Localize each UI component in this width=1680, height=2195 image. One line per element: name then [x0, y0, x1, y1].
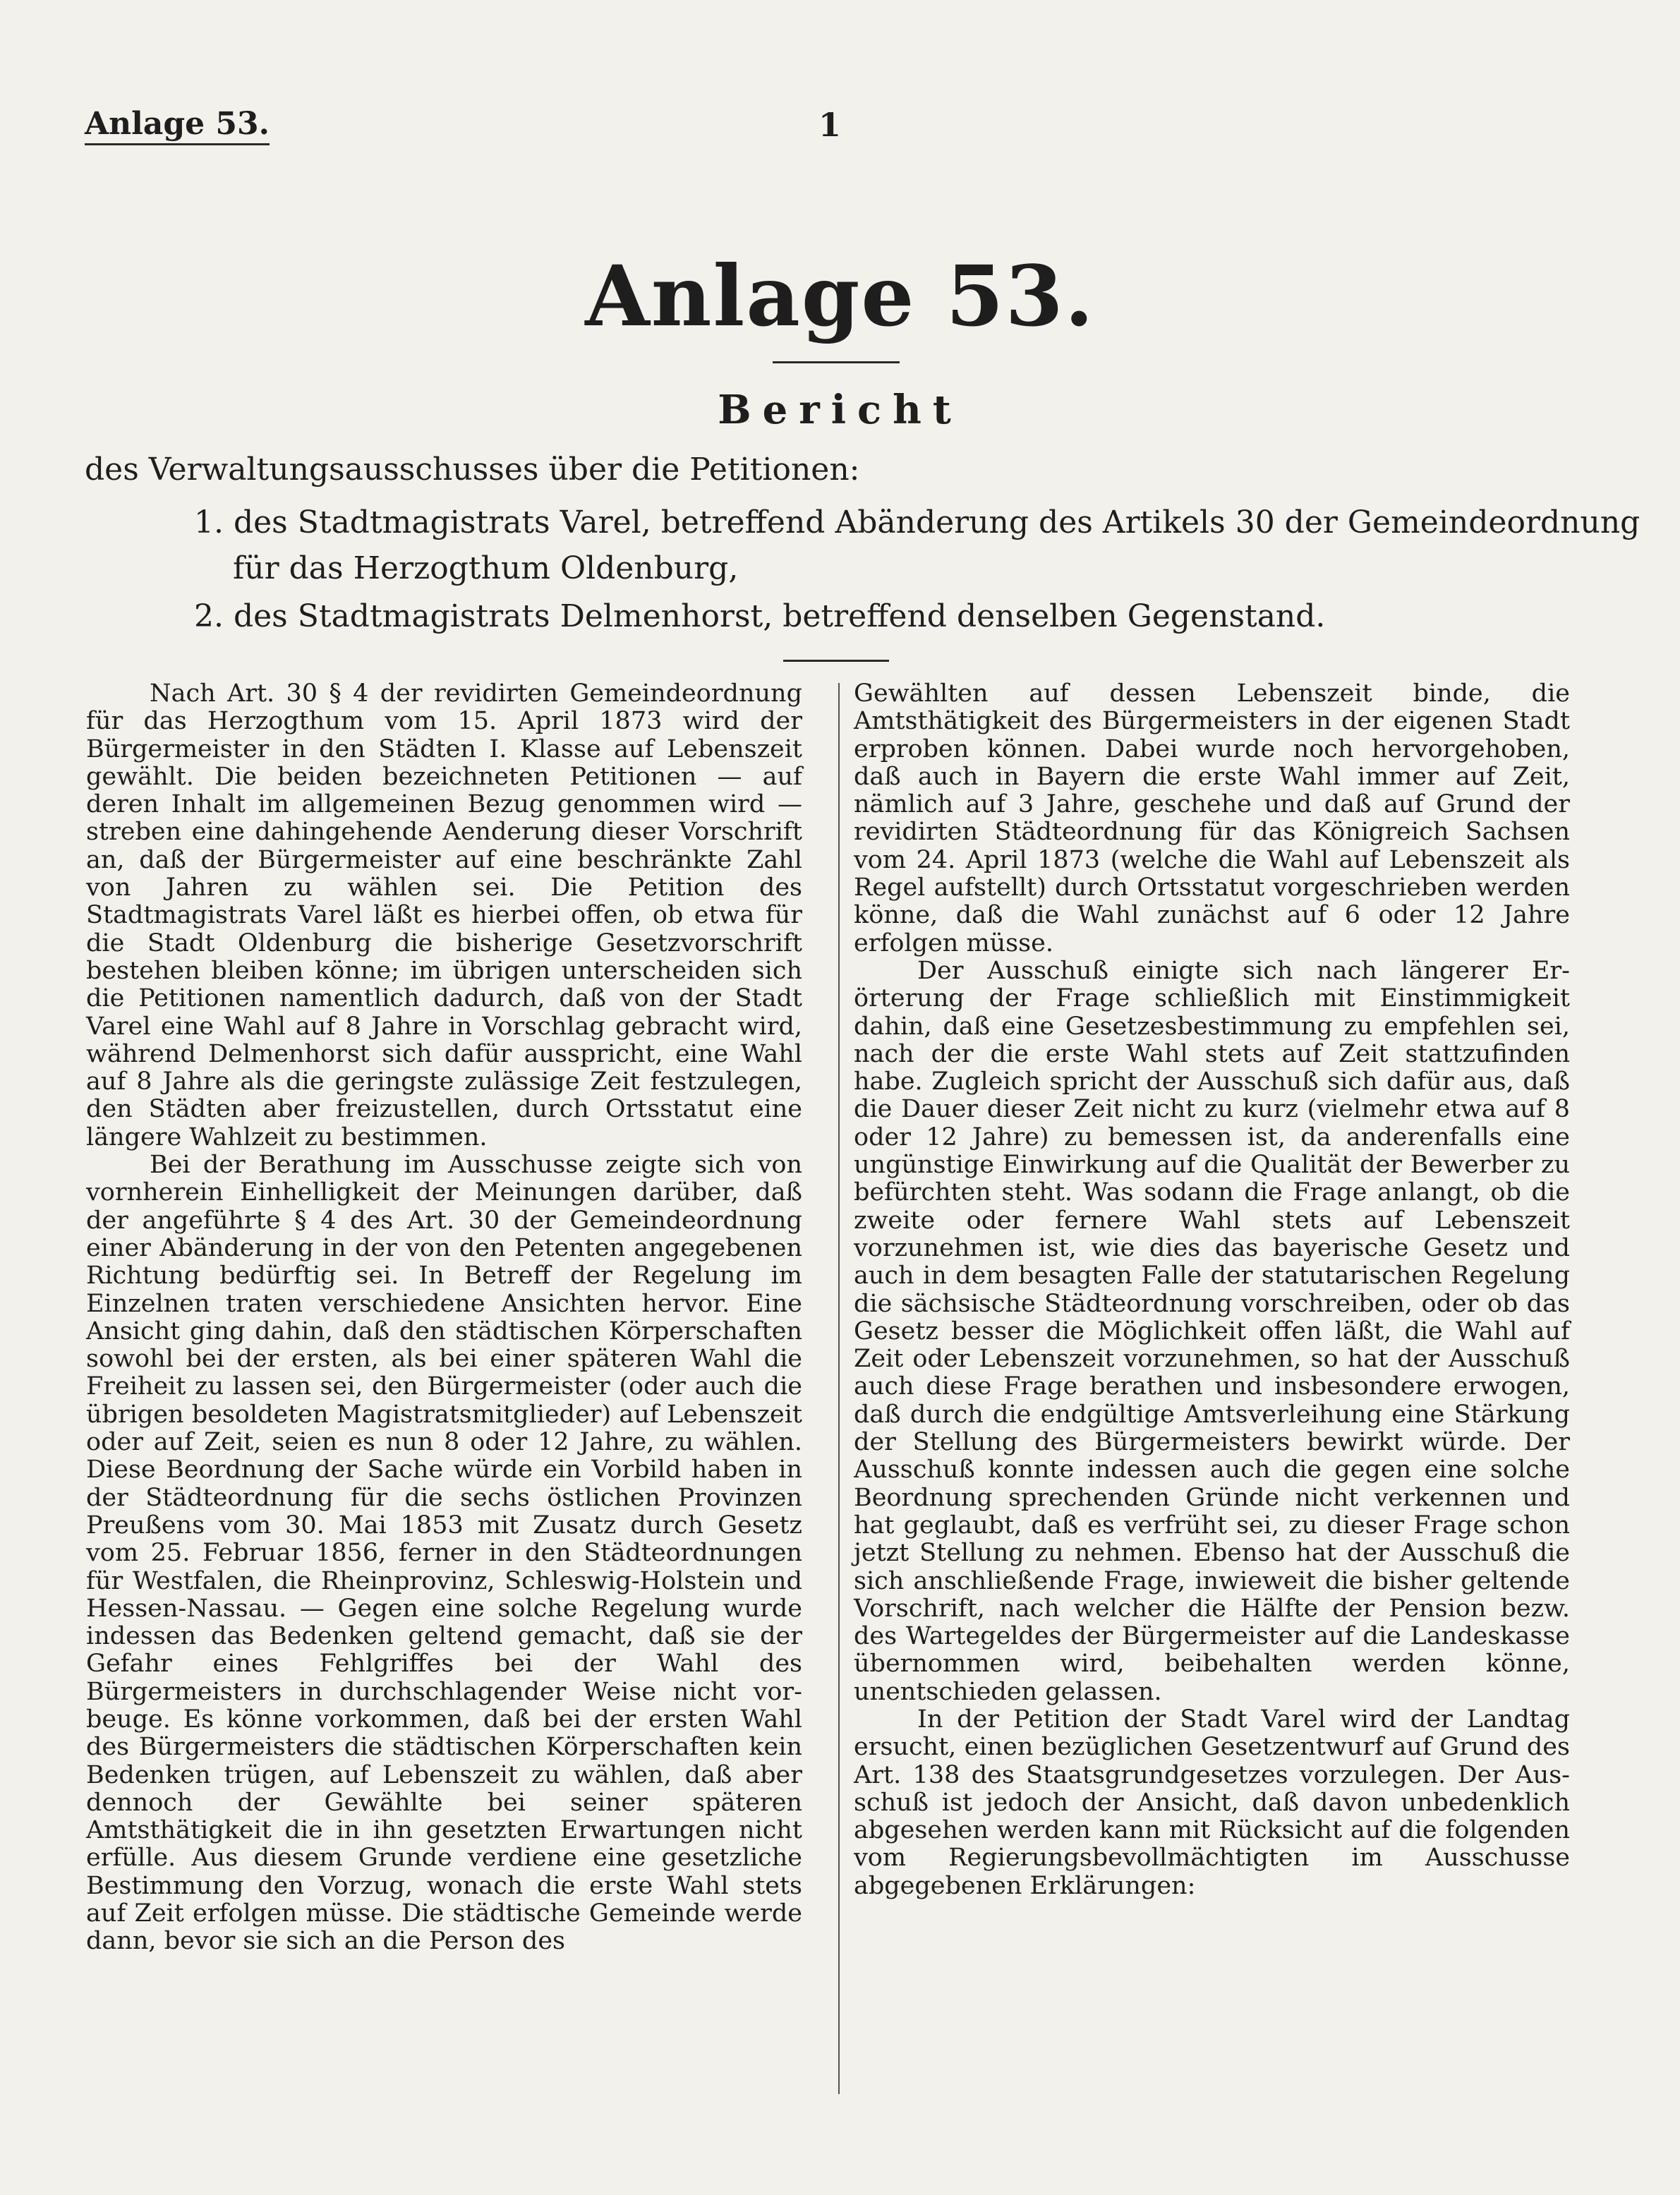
- petition-item-2: 2. des Stadtmagistrats Delmenhorst, betreffend denselben Gegenstand.: [194, 598, 1326, 634]
- paragraph: In der Petition der Stadt Varel wird der Landtag ersucht, einen bezüglichen Gesetzentwurf auf Grund des Art. 138 des Staatsgrundgesetzes vorzulegen. Der Ausschuß ist jedoch der Ansicht, daß davon unbedenklich abgesehen werden kann mit Rücksicht auf die folgenden vom Regierungsbevollmächtigten im Ausschusse abgegebenen Erklärungen:: [854, 1705, 1570, 1900]
- paragraph: Gewählten auf dessen Lebenszeit binde, die Amtsthätigkeit des Bürgermeisters in der eigenen Stadt erproben können. Dabei wurde noch hervorgehoben, daß auch in Bayern die erste Wahl immer auf Zeit, nämlich auf 3 Jahre, geschehe und daß auf Grund der revidirten Städteordnung für das Königreich Sachsen vom 24. April 1873 (welche die Wahl auf Lebenszeit als Regel aufstellt) durch Ortsstatut vorgeschrieben werden könne, daß die Wahl zunächst auf 6 oder 12 Jahre erfolgen müsse.: [854, 679, 1570, 957]
- petition-item-1-continuation: für das Herzogthum Oldenburg,: [233, 550, 739, 586]
- column-divider: [838, 683, 840, 2094]
- right-column: [854, 680, 1570, 1900]
- page-number: 1: [818, 106, 842, 144]
- section-divider: [783, 660, 889, 662]
- report-subject: des Verwaltungsausschusses über die Petitionen:: [85, 452, 860, 488]
- paragraph: Der Ausschuß einigte sich nach längerer Erörterung der Frage schließlich mit Einstimmigkeit dahin, daß eine Gesetzesbestimmung zu empfehlen sei, nach der die erste Wahl stets auf Zeit stattzufinden habe. Zugleich spricht der Ausschuß sich dafür aus, daß die Dauer dieser Zeit nicht zu kurz (vielmehr etwa auf 8 oder 12 Jahre) zu bemessen ist, da anderenfalls eine ungünstige Einwirkung auf die Qualität der Bewerber zu befürchten steht. Was sodann die Frage anlangt, ob die zweite oder fernere Wahl stets auf Lebenszeit vorzunehmen ist, wie dies das bayerische Gesetz und auch in dem besagten Falle der statutarischen Regelung die sächsische Städteordnung vorschreiben, oder ob das Gesetz besser die Möglichkeit offen läßt, die Wahl auf Zeit oder Lebenszeit vorzunehmen, so hat der Ausschuß auch diese Frage berathen und insbesondere erwogen, daß durch die endgültige Amtsverleihung eine Stärkung der Stellung des Bürgermeisters bewirkt würde. Der Ausschuß konnte indessen auch die gegen eine solche Beordnung sprechenden Gründe nicht verkennen und hat geglaubt, daß es verfrüht sei, zu dieser Frage schon jetzt Stellung zu nehmen. Ebenso hat der Ausschuß die sich anschließende Frage, inwieweit die bisher geltende Vorschrift, nach welcher die Hälfte der Pension bezw. des Wartegeldes der Bürgermeister auf die Landeskasse übernommen wird, beibehalten werden könne, unentschieden gelassen.: [854, 956, 1570, 1706]
- running-head: Anlage 53.: [85, 106, 270, 145]
- left-column: [86, 680, 802, 1956]
- page-title: Anlage 53.: [585, 247, 1095, 345]
- paragraph: Nach Art. 30 § 4 der revidirten Gemeindeordnung für das Herzogthum vom 15. April 1873 wird der Bürgermeister in den Städten I. Klasse auf Lebenszeit gewählt. Die beiden bezeichneten Petitionen — auf deren Inhalt im allgemeinen Bezug genommen wird — streben eine dahingehende Aenderung dieser Vorschrift an, daß der Bürgermeister auf eine beschränkte Zahl von Jahren zu wählen sei. Die Petition des Stadtmagistrats Varel läßt es hierbei offen, ob etwa für die Stadt Oldenburg die bisherige Gesetzvorschrift bestehen bleiben könne; im übrigen unterscheiden sich die Petitionen namentlich dadurch, daß von der Stadt Varel eine Wahl auf 8 Jahre in Vorschlag gebracht wird, während Delmenhorst sich dafür ausspricht, eine Wahl auf 8 Jahre als die geringste zulässige Zeit festzulegen, den Städten aber freizustellen, durch Ortsstatut eine längere Wahlzeit zu bestimmen.: [86, 679, 802, 1151]
- title-divider: [773, 361, 900, 363]
- report-heading: Bericht: [718, 387, 962, 433]
- petition-item-1: 1. des Stadtmagistrats Varel, betreffend Abänderung des Artikels 30 der Gemeindeordnung: [194, 504, 1640, 540]
- paragraph: Bei der Berathung im Ausschusse zeigte sich von vornherein Einhelligkeit der Meinungen darüber, daß der angeführte § 4 des Art. 30 der Gemeindeordnung einer Abänderung in der von den Petenten angegebenen Richtung bedürftig sei. In Betreff der Regelung im Einzelnen traten verschiedene Ansichten hervor. Eine Ansicht ging dahin, daß den städtischen Körperschaften sowohl bei der ersten, als bei einer späteren Wahl die Freiheit zu lassen sei, den Bürgermeister (oder auch die übrigen besoldeten Magistratsmitglieder) auf Lebenszeit oder auf Zeit, seien es nun 8 oder 12 Jahre, zu wählen. Diese Beordnung der Sache würde ein Vorbild haben in der Städteordnung für die sechs östlichen Provinzen Preußens vom 30. Mai 1853 mit Zusatz durch Gesetz vom 25. Februar 1856, ferner in den Städteordnungen für Westfalen, die Rheinprovinz, Schleswig-Holstein und Hessen-Nassau. — Gegen eine solche Regelung wurde indessen das Bedenken geltend gemacht, daß sie der Gefahr eines Fehlgriffes bei der Wahl des Bürgermeisters in durchschlagender Weise nicht vorbeuge. Es könne vorkommen, daß bei der ersten Wahl des Bürgermeisters die städtischen Körperschaften kein Bedenken trügen, auf Lebenszeit zu wählen, daß aber dennoch der Gewählte bei seiner späteren Amtsthätigkeit die in ihn gesetzten Erwartungen nicht erfülle. Aus diesem Grunde verdiene eine gesetzliche Bestimmung den Vorzug, wonach die erste Wahl stets auf Zeit erfolgen müsse. Die städtische Gemeinde werde dann, bevor sie sich an die Person des: [86, 1151, 802, 1956]
